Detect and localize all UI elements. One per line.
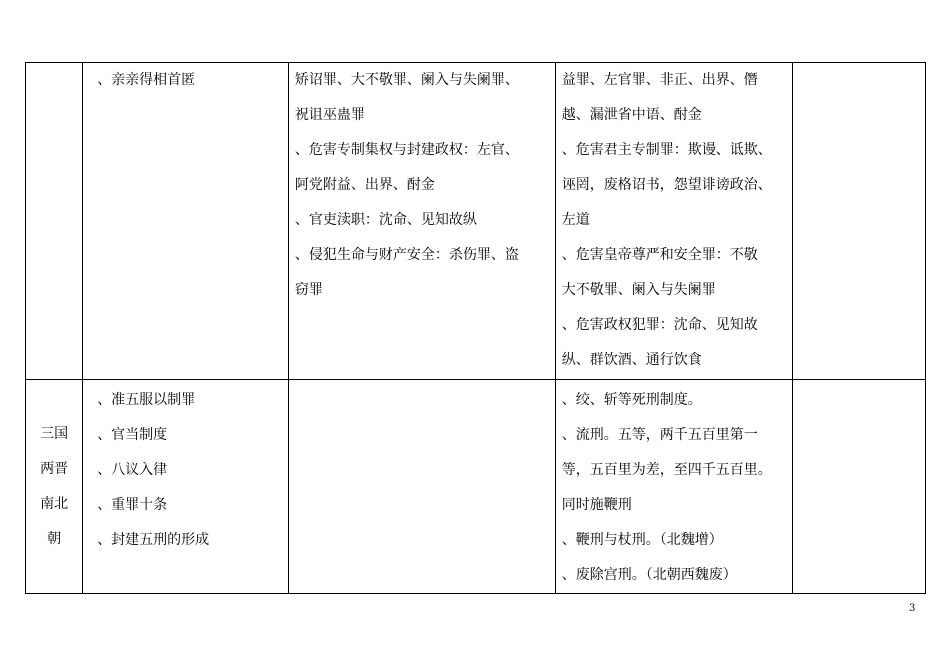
table-row — [26, 63, 926, 380]
crimes-cell — [288, 380, 555, 594]
punishments-cell — [555, 380, 792, 594]
punishment-line: 同时施鞭刑 — [561, 497, 632, 513]
punishment-line: 越、漏泄省中语、酎金 — [561, 107, 702, 123]
principles-cell — [83, 380, 289, 594]
crime-line: 、侵犯生命与财产安全：杀伤罪、盗 — [294, 247, 519, 263]
punishment-line: 纵、群饮酒、通行饮食 — [561, 352, 702, 368]
punishment-line: 、废除宫刑。（北朝西魏废） — [561, 567, 737, 583]
principle-line: 、官当制度 — [97, 427, 168, 443]
crime-line: 窃罪 — [294, 282, 323, 298]
principle-line: 、亲亲得相首匿 — [97, 72, 196, 88]
crimes-cell — [288, 63, 555, 380]
page-number: 3 — [909, 603, 916, 614]
principle-line: 、八议入律 — [97, 462, 168, 478]
era-text: 南北 — [40, 495, 69, 512]
punishment-line: 益罪、左官罪、非正、出界、僭 — [561, 72, 758, 88]
empty-cell — [792, 63, 925, 380]
crime-line: 、危害专制集权与封建政权：左官、 — [294, 142, 519, 158]
crime-line: 阿党附益、出界、酎金 — [294, 177, 435, 193]
crime-line: 祝诅巫蛊罪 — [294, 107, 365, 123]
principle-line: 、准五服以制罪 — [97, 392, 196, 408]
empty-cell — [792, 380, 925, 594]
era-text: 两晋 — [40, 460, 69, 477]
table-row — [26, 380, 926, 594]
punishment-line: 、危害皇帝尊严和安全罪：不敬 — [561, 247, 758, 263]
punishment-line: 、危害君主专制罪：欺谩、诋欺、 — [561, 142, 772, 158]
era-cell — [26, 380, 83, 594]
era-text: 朝 — [47, 530, 62, 547]
law-history-table — [25, 62, 926, 594]
punishment-line: 、鞭刑与杖刑。（北魏增） — [561, 532, 723, 548]
punishment-line: 左道 — [561, 212, 590, 228]
crime-line: 、官吏渎职：沈命、见知故纵 — [294, 212, 477, 228]
principles-cell — [83, 63, 289, 380]
punishment-line: 、危害政权犯罪：沈命、见知故 — [561, 317, 758, 333]
punishment-line: 诬罔，废格诏书，怨望诽谤政治、 — [561, 177, 772, 193]
punishments-cell — [555, 63, 792, 380]
era-text: 三国 — [40, 425, 69, 442]
punishment-line: 大不敬罪、阑入与失阑罪 — [561, 282, 716, 298]
principle-line: 、重罪十条 — [97, 497, 168, 513]
punishment-line: 、绞、斩等死刑制度。 — [561, 392, 702, 408]
punishment-line: 、流刑。五等，两千五百里第一 — [561, 427, 758, 443]
principle-line: 、封建五刑的形成 — [97, 532, 210, 548]
crime-line: 矫诏罪、大不敬罪、阑入与失阑罪、 — [294, 72, 519, 88]
punishment-line: 等，五百里为差，至四千五百里。 — [561, 462, 772, 478]
era-cell — [26, 63, 83, 380]
